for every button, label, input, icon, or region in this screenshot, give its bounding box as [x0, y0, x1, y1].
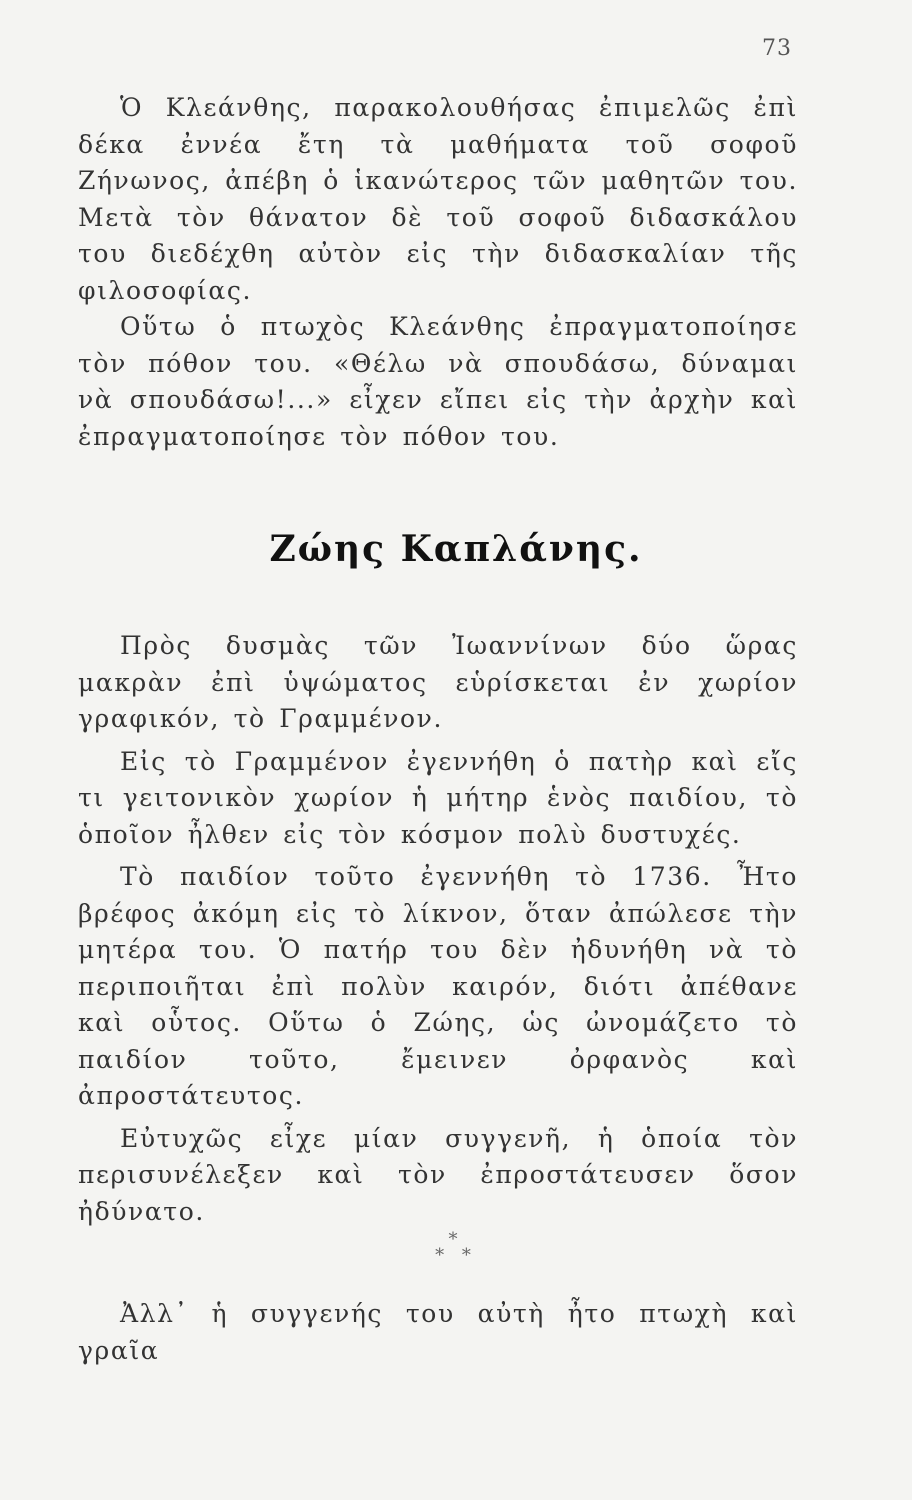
section-divider-asterism	[0, 1229, 912, 1266]
paragraph: Εὐτυχῶς εἶχε μίαν συγγενῆ, ἡ ὁποία τὸν περισυνέλεξεν καὶ τὸν ἐπροστάτευσεν ὅσον ἠδύνατο.	[78, 1123, 798, 1226]
paragraph: Ὁ Κλεάνθης, παρακολουθήσας ἐπιμελῶς ἐπὶ δέκα ἐννέα ἔτη τὰ μαθήματα τοῦ σοφοῦ Ζήνωνος, ἀπέβη ὁ ἱκανώτερος τῶν μαθητῶν του. Μετὰ τὸν θάνατον δὲ τοῦ σοφοῦ διδασκάλου του διεδέχθη αὐτὸν εἰς τὴν διδασκαλίαν τῆς φιλοσοφίας.	[78, 93, 798, 305]
asterism-top: *	[448, 1229, 464, 1250]
intro-text-block	[78, 90, 798, 455]
paragraph: Πρὸς δυσμὰς τῶν Ἰωαννίνων δύο ὥρας μακρὰν ἐπὶ ὑψώματος εὑρίσκεται ἐν χωρίον γραφικόν, τὸ Γραμμένον.	[78, 631, 798, 733]
paragraph: Εἰς τὸ Γραμμένον ἐγεννήθη ὁ πατὴρ καὶ εἴς τι γειτονικὸν χωρίον ἡ μήτηρ ἑνὸς παιδίου, τὸ ὁποῖον ἦλθεν εἰς τὸν κόσμον πολὺ δυστυχές.	[78, 746, 798, 849]
closing-text-block	[78, 1296, 798, 1369]
asterism-bottom: * *	[435, 1245, 477, 1266]
paragraph: Οὕτω ὁ πτωχὸς Κλεάνθης ἐπραγματοποίησε τὸν πόθον του. «Θέλω νὰ σπουδάσω, δύναμαι νὰ σπουδάσω!...» εἶχεν εἴπει εἰς τὴν ἀρχὴν καὶ ἐπραγματοποίησε τὸν πόθον του.	[78, 312, 798, 451]
page-number: 73	[762, 36, 792, 61]
section-heading: Ζώης Καπλάνης.	[269, 528, 643, 570]
paragraph: Τὸ παιδίον τοῦτο ἐγεννήθη τὸ 1736. Ἦτο βρέφος ἀκόμη εἰς τὸ λίκνον, ὅταν ἀπώλεσε τὴν μητέρα του. Ὁ πατήρ του δὲν ἠδυνήθη νὰ τὸ περιποιῆται ἐπὶ πολὺν καιρόν, διότι ἀπέθανε καὶ οὗτος. Οὕτω ὁ Ζώης, ὡς ὠνομάζετο τὸ παιδίον τοῦτο, ἔμεινεν ὀρφανὸς καὶ ἀπροστάτευτος.	[78, 862, 798, 1110]
section-text-block	[78, 628, 798, 1236]
paragraph: Ἀλλ᾽ ἡ συγγενής του αὐτὴ ἦτο πτωχὴ καὶ γραῖα	[78, 1299, 798, 1365]
